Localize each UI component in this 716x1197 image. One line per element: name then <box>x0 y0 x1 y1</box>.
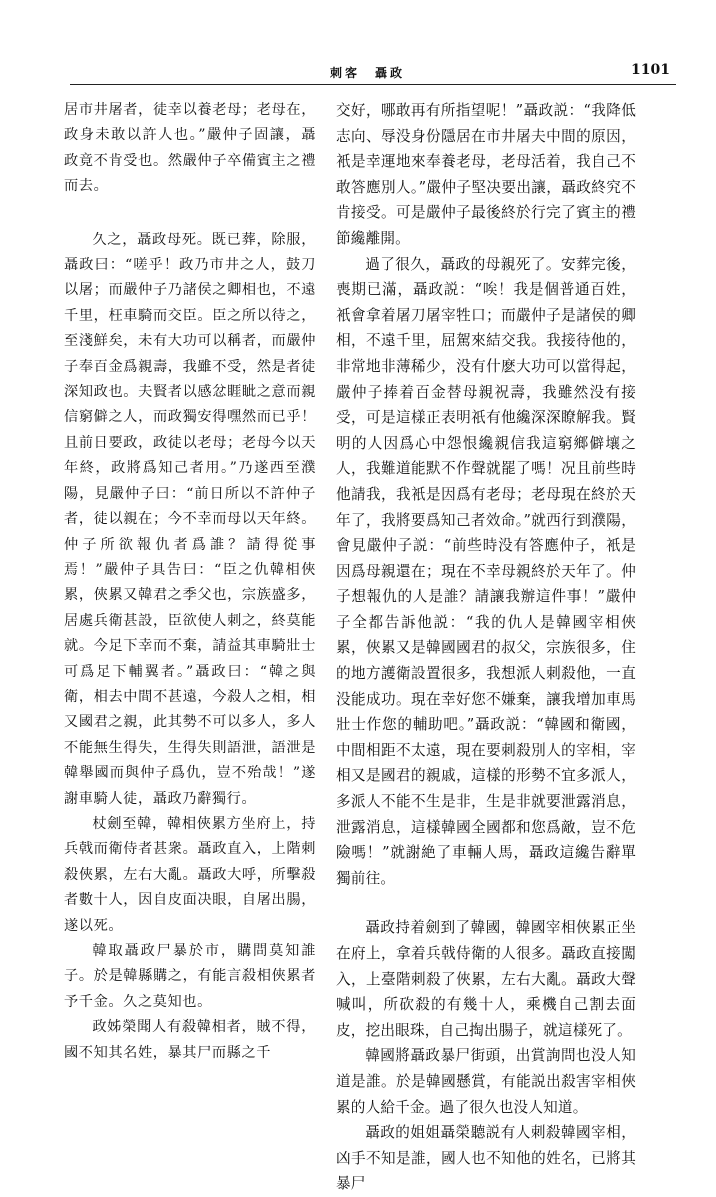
translation-paragraph: 交好，哪敢再有所指望呢！”聶政説：“我降低志向、辱没身份隱居在市井屠夫中間的原因，衹是幸運地來奉養老母，老母活着，我自己不敢答應別人。”嚴仲子堅决要出讓，聶政終究不肯接受。可是嚴仲子最後終於行完了賓主的禮節纔離開。 <box>336 102 636 247</box>
translation-paragraph: 韓國將聶政暴尸街頭，出賞詢問也没人知道是誰。於是韓國懸賞，有能説出殺害宰相俠累的人給千金。過了很久也没人知道。 <box>336 1047 636 1116</box>
classical-paragraph: 居市井屠者，徒幸以養老母；老母在，政身未敢以許人也。”嚴仲子固讓，聶政竟不肯受也。然嚴仲子卒備賓主之禮而去。 <box>64 102 316 195</box>
paragraph-gap <box>64 200 316 228</box>
translation-text-column <box>336 98 636 1193</box>
translation-paragraph: 過了很久，聶政的母親死了。安葬完後，喪期已滿，聶政説：“唉！我是個普通百姓，衹會拿着屠刀屠宰牲口；而嚴仲子是諸侯的卿相，不遠千里，屈駕來結交我。我接待他的，非常地非薄稀少，没有什麽大功可以當得起，嚴仲子捧着百金替母親祝壽，我雖然没有接受，可是這樣正表明祇有他纔深深瞭解我。賢明的人因爲心中怨恨纔親信我這窮鄉僻壤之人，我難道能默不作聲就罷了嗎！况且前些時他請我，我衹是因爲有老母；老母現在終於天年了，我將要爲知己者效命。”就西行到濮陽，會見嚴仲子説：“前些時没有答應仲子，衹是因爲母親還在；現在不幸母親終於天年了。仲子想報仇的人是誰？請讓我辦這件事！”嚴仲子全都告訴他説：“我的仇人是韓國宰相俠累，俠累又是韓國國君的叔父，宗族很多，住的地方護衛設置很多，我想派人刺殺他，一直没能成功。現在幸好您不嫌棄，讓我增加車馬壯士作您的輔助吧。”聶政説：“韓國和衛國，中間相距不太遠，現在要刺殺別人的宰相，宰相又是國君的親戚，這樣的形勢不宜多派人，多派人不能不生是非，生是非就要泄露消息，泄露消息，這樣韓國全國都和您爲敵，豈不危險嗎！”就謝絶了車輛人馬，聶政這纔告辭單獨前往。 <box>336 255 636 887</box>
page-number: 1101 <box>631 62 670 78</box>
classical-paragraph: 韓取聶政尸暴於市，購問莫知誰子。於是韓縣購之，有能言殺相俠累者予千金。久之莫知也。 <box>64 943 316 1010</box>
paragraph-gap <box>336 891 636 915</box>
classical-paragraph: 政姊榮聞人有殺韓相者，賊不得，國不知其名姓，暴其尸而縣之千 <box>64 1019 316 1061</box>
classical-text-column <box>64 98 316 1061</box>
classical-paragraph: 久之，聶政母死。既已葬，除服，聶政曰：“嗟乎！政乃市井之人，鼓刀以屠；而嚴仲子乃諸侯之卿相也，不遠千里，枉車騎而交臣。臣之所以待之，至淺鮮矣，未有大功可以稱者，而嚴仲子奉百金爲親壽，我雖不受，然是者徒深知政也。夫賢者以感忿睚眦之意而親信窮僻之人，而政獨安得嘿然而已乎！且前日要政，政徒以老母；老母今以天年終，政將爲知己者用。”乃遂西至濮陽，見嚴仲子曰：“前日所以不許仲子者，徒以親在；今不幸而母以天年終。仲子所欲報仇者爲誰？請得從事焉！”嚴仲子具告曰：“臣之仇韓相俠累，俠累又韓君之季父也，宗族盛多，居處兵衛甚設，臣欲使人刺之，終莫能就。今足下幸而不棄，請益其車騎壯士可爲足下輔翼者。”聶政曰：“韓之與衛，相去中間不甚遠，今殺人之相，相又國君之親，此其勢不可以多人，多人不能無生得失，生得失則語泄，語泄是韓舉國而與仲子爲仇，豈不殆哉！”遂謝車騎人徒，聶政乃辭獨行。 <box>64 231 316 807</box>
translation-paragraph: 聶政持着劍到了韓國，韓國宰相俠累正坐在府上，拿着兵戟侍衛的人很多。聶政直接闖入，上臺階刺殺了俠累，左右大亂。聶政大聲喊叫，所砍殺的有幾十人，乘機自己割去面皮，挖出眼珠，自己掏出腸子，就這樣死了。 <box>336 919 636 1039</box>
page-header <box>40 58 676 84</box>
header-rule <box>70 84 676 85</box>
translation-paragraph: 聶政的姐姐聶榮聽説有人刺殺韓國宰相，凶手不知是誰，國人也不知他的姓名，已將其暴尸 <box>336 1124 636 1193</box>
running-head-title: 刺客 聶政 <box>330 66 406 80</box>
classical-paragraph: 杖劍至韓，韓相俠累方坐府上，持兵戟而衛侍者甚衆。聶政直入，上階刺殺俠累，左右大亂。聶政大呼，所擊殺者數十人，因自皮面决眼，自屠出腸，遂以死。 <box>64 815 316 934</box>
